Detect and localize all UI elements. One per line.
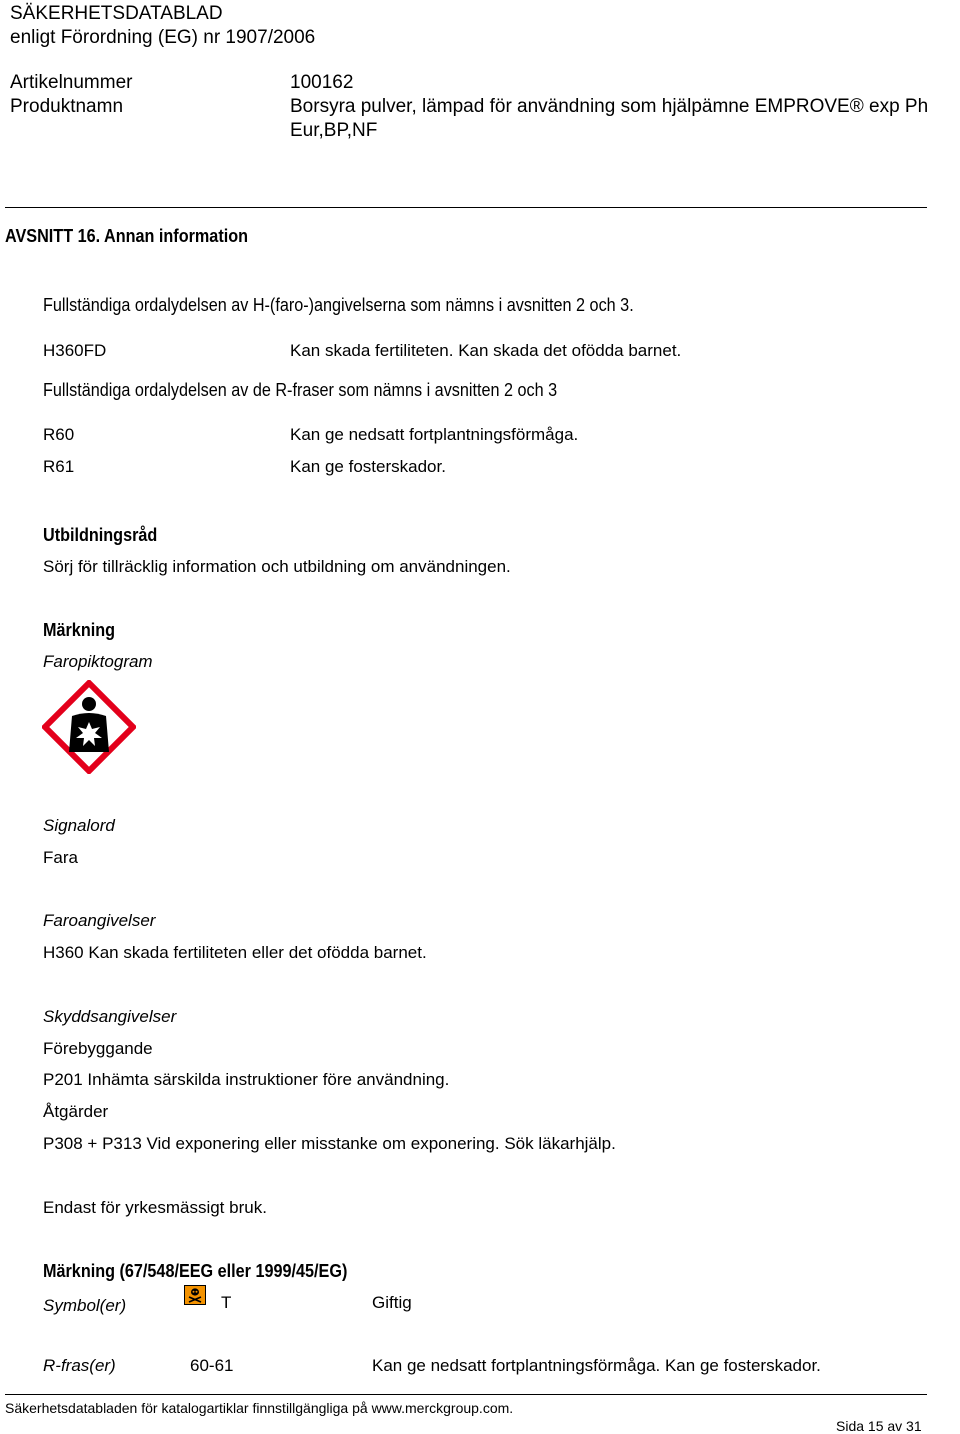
- pictogram-label: Faropiktogram: [43, 652, 153, 671]
- symbol-label: Symbol(er): [43, 1296, 127, 1315]
- prevention-label: Förebyggande: [43, 1039, 153, 1058]
- article-number-label: Artikelnummer: [10, 72, 133, 93]
- precautionary-label: Skyddsangivelser: [43, 1007, 177, 1026]
- response-label: Åtgärder: [43, 1102, 109, 1121]
- r-phrases-heading: Fullständiga ordalydelsen av de R-fraser som nämns i avsnitten 2 och 3: [43, 380, 558, 400]
- training-text: Sörj för tillräcklig information och utbildning om användningen.: [43, 557, 511, 576]
- symbol-text: Giftig: [372, 1293, 412, 1312]
- section-divider-top: [5, 207, 927, 208]
- signal-word: Fara: [43, 848, 78, 867]
- h-phrases-heading: Fullständiga ordalydelsen av H-(faro-)angivelserna som nämns i avsnitten 2 och 3.: [43, 295, 634, 315]
- signal-word-label: Signalord: [43, 816, 115, 835]
- labelling-heading: Märkning: [43, 620, 116, 640]
- article-number-value: 100162: [290, 72, 354, 93]
- r-phrases-code: 60-61: [190, 1356, 234, 1375]
- hazard-statement: H360 Kan skada fertiliteten eller det ofödda barnet.: [43, 943, 427, 962]
- r-phrase-text: Kan ge fosterskador.: [290, 457, 446, 476]
- hazard-statements-label: Faroangivelser: [43, 911, 156, 930]
- page-number: Sida 15 av 31: [836, 1418, 922, 1434]
- document-title: SÄKERHETSDATABLAD: [10, 3, 223, 24]
- product-name-label: Produktnamn: [10, 96, 124, 117]
- product-name-line2: Eur,BP,NF: [290, 120, 378, 141]
- old-labelling-heading: Märkning (67/548/EEG eller 1999/45/EG): [43, 1261, 348, 1281]
- r-phrase-code: R60: [43, 425, 75, 444]
- symbol-code: T: [221, 1293, 232, 1312]
- r-phrases-label: R-fras(er): [43, 1356, 116, 1375]
- response-text: P308 + P313 Vid exponering eller misstanke om exponering. Sök läkarhjälp.: [43, 1134, 616, 1153]
- product-name-line1: Borsyra pulver, lämpad för användning som hjälpämne EMPROVE® exp Ph: [290, 96, 929, 117]
- health-hazard-icon: [42, 680, 136, 774]
- footer-note: Säkerhetsdatabladen för katalogartiklar finnstillgängliga på www.merckgroup.com.: [5, 1400, 514, 1416]
- regulation-subtitle: enligt Förordning (EG) nr 1907/2006: [10, 27, 316, 48]
- professional-use-note: Endast för yrkesmässigt bruk.: [43, 1198, 267, 1217]
- training-heading: Utbildningsråd: [43, 525, 158, 545]
- section-heading: AVSNITT 16. Annan information: [5, 226, 249, 246]
- r-phrase-text: Kan ge nedsatt fortplantningsförmåga.: [290, 425, 579, 444]
- h-phrase-text: Kan skada fertiliteten. Kan skada det ofödda barnet.: [290, 341, 682, 360]
- r-phrase-code: R61: [43, 457, 75, 476]
- h-phrase-code: H360FD: [43, 341, 107, 360]
- toxic-skull-icon: [184, 1285, 206, 1305]
- prevention-text: P201 Inhämta särskilda instruktioner före användning.: [43, 1070, 450, 1089]
- r-phrases-text: Kan ge nedsatt fortplantningsförmåga. Kan ge fosterskador.: [372, 1356, 821, 1375]
- footer-divider: [5, 1394, 927, 1395]
